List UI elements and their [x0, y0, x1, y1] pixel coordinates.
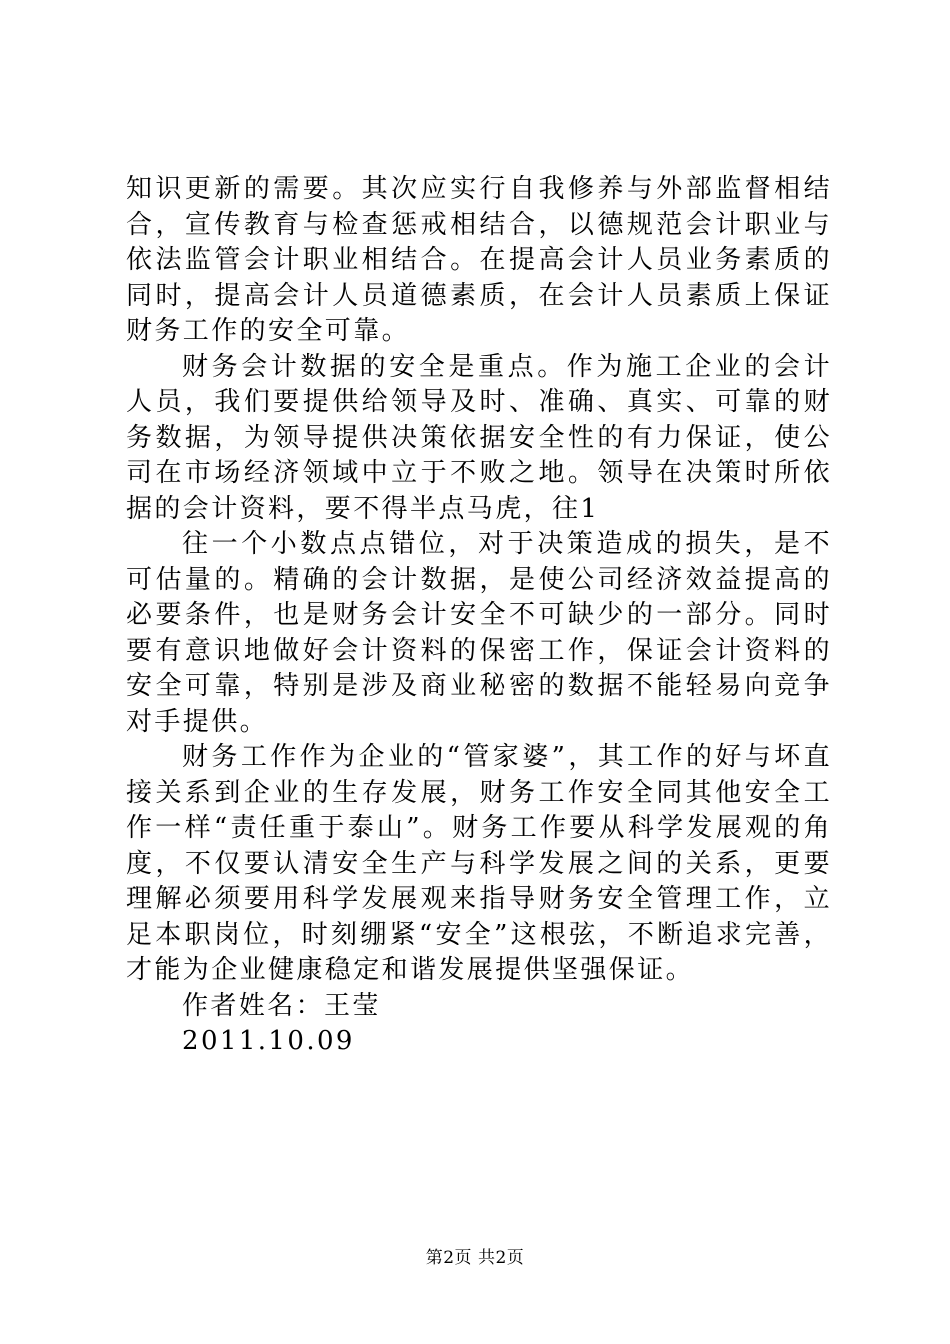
- paragraph-1: 知识更新的需要。其次应实行自我修养与外部监督相结合，宣传教育与检查惩戒相结合，以德规范会计职业与依法监管会计职业相结合。在提高会计人员业务素质的同时，提高会计人员道德素质，在会计人员素质上保证财务工作的安全可靠。: [126, 174, 832, 346]
- paragraph-4: 财务工作作为企业的“管家婆”，其工作的好与坏直接关系到企业的生存发展，财务工作安全同其他安全工作一样“责任重于泰山”。财务工作要从科学发展观的角度，不仅要认清安全生产与科学发展之间的关系，更要理解必须要用科学发展观来指导财务安全管理工作，立足本职岗位，时刻绷紧“安全”这根弦，不断追求完善，才能为企业健康稳定和谐发展提供坚强保证。: [126, 742, 832, 985]
- document-body: [126, 172, 832, 1060]
- author-line: 作者姓名：王莹: [182, 990, 381, 1021]
- page-footer: 第2页 共2页: [425, 1248, 525, 1268]
- paragraph-2: 财务会计数据的安全是重点。作为施工企业的会计人员，我们要提供给领导及时、准确、真实、可靠的财务数据，为领导提供决策依据安全性的有力保证，使公司在市场经济领域中立于不败之地。领导在决策时所依据的会计资料，要不得半点马虎，往1: [126, 351, 832, 524]
- paragraph-3: 往一个小数点点错位，对于决策造成的损失，是不可估量的。精确的会计数据，是使公司经济效益提高的必要条件，也是财务会计安全不可缺少的一部分。同时要有意识地做好会计资料的保密工作，保证会计资料的安全可靠，特别是涉及商业秘密的数据不能轻易向竞争对手提供。: [126, 529, 832, 737]
- date-line: 2011.10.09: [182, 1026, 355, 1056]
